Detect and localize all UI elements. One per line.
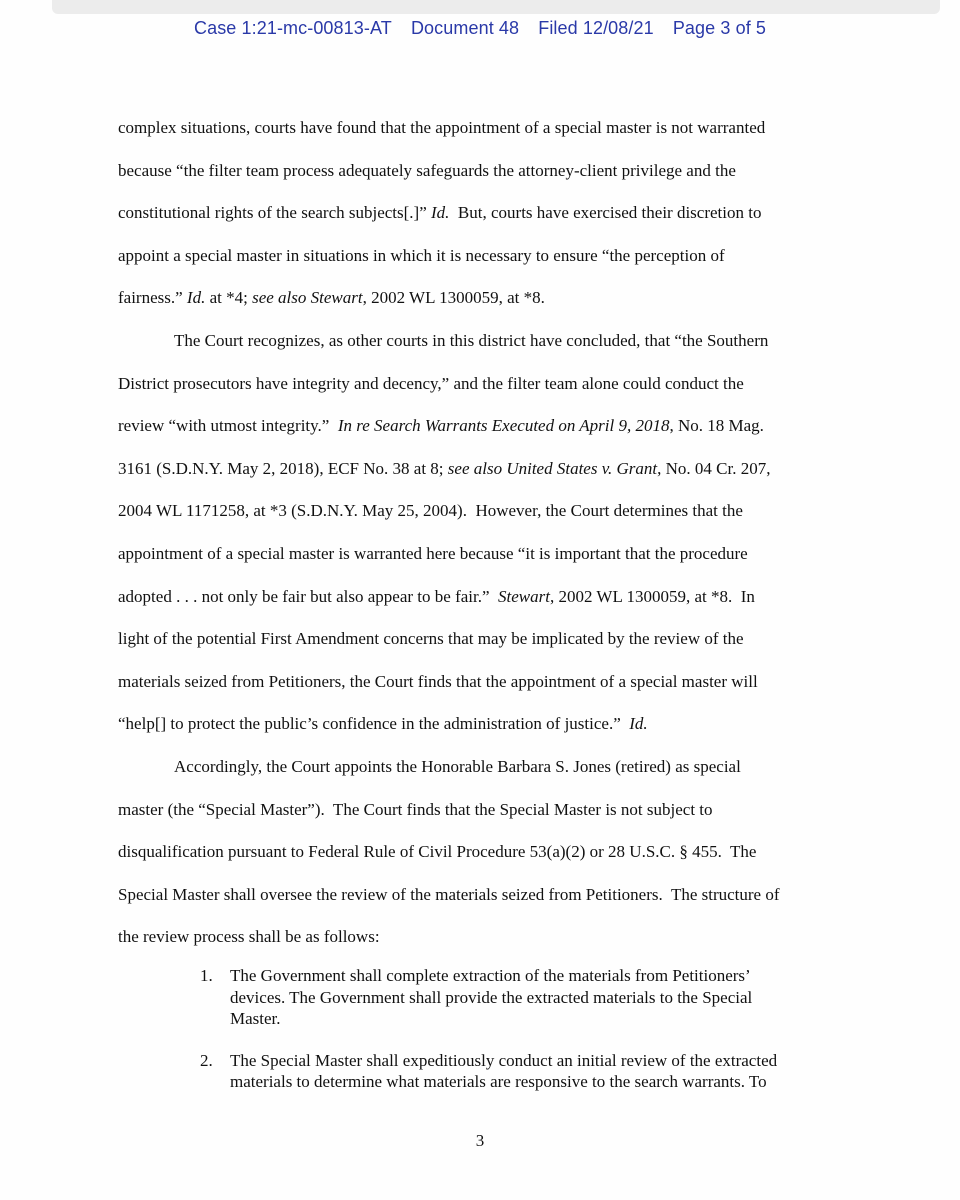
text-line (118, 192, 853, 235)
document-number: Document 48 (410, 18, 520, 38)
text-segment: “help[] to protect the public’s confidence in the administration of justice.” (118, 714, 630, 734)
text-segment: complex situations, courts have found that the appointment of a special master is not warranted (118, 118, 766, 137)
text-segment: at *4; (205, 288, 253, 308)
text-line (118, 405, 853, 448)
text-segment: the review process shall be as follows: (118, 927, 380, 947)
ecf-header (0, 18, 960, 39)
text-segment: materials seized from Petitioners, the Court finds that the appointment of a special master will (118, 671, 758, 691)
text-line: Master. (230, 1009, 281, 1028)
viewer-top-bar (52, 0, 940, 14)
paragraph (118, 320, 853, 746)
text-line: The Government shall complete extraction of the materials from Petitioners’ (230, 966, 751, 985)
text-line: devices. The Government shall provide the extracted materials to the Special (230, 987, 753, 1007)
order-body (118, 107, 853, 959)
text-line (118, 533, 853, 576)
text-segment: disqualification pursuant to Federal Rule of Civil Procedure 53(a)(2) or 28 U.S.C. § 455. The (118, 842, 757, 862)
text-segment: The Court recognizes, as other courts in this district have concluded, that “the Southern (174, 330, 769, 350)
citation-italic: Id. (629, 714, 648, 734)
text-segment: Accordingly, the Court appoints the Honorable Barbara S. Jones (retired) as special (174, 756, 741, 776)
list-item-number: 1. (200, 966, 213, 985)
case-number: Case 1:21-mc-00813-AT (193, 18, 392, 38)
text-line (118, 277, 853, 320)
citation-italic: see also United States v. Grant (447, 458, 658, 478)
text-segment: 3161 (S.D.N.Y. May 2, 2018), ECF No. 38 at 8; (118, 458, 448, 478)
list-item (200, 965, 845, 1030)
text-segment: light of the potential First Amendment concerns that may be implicated by the review of the (118, 629, 744, 649)
text-line (118, 831, 853, 874)
text-line (118, 746, 853, 789)
citation-italic: see also Stewart (252, 288, 363, 308)
citation-italic: Id. (186, 288, 206, 308)
text-line (118, 490, 853, 533)
text-line (118, 363, 853, 406)
text-line (118, 576, 853, 619)
text-segment: 2004 WL 1171258, at *3 (S.D.N.Y. May 25, 2004). However, the Court determines that the (118, 501, 743, 521)
page-number: 3 (475, 1131, 485, 1150)
text-line (118, 789, 853, 832)
text-segment: , No. 18 Mag. (669, 416, 764, 436)
list-item (200, 1050, 845, 1093)
page-indicator: Page 3 of 5 (672, 18, 767, 38)
text-segment: , No. 04 Cr. 207, (657, 458, 771, 478)
text-segment: , 2002 WL 1300059, at *8. (362, 288, 545, 308)
list-item-number: 2. (200, 1050, 213, 1070)
text-line (118, 618, 853, 661)
text-line (118, 107, 853, 150)
text-segment: constitutional rights of the search subjects[.]” (118, 203, 431, 223)
text-segment: But, courts have exercised their discretion to (449, 203, 762, 223)
text-segment: District prosecutors have integrity and decency,” and the filter team alone could conduct the (118, 373, 744, 393)
filed-date: Filed 12/08/21 (538, 18, 654, 38)
text-line: materials to determine what materials are responsive to the search warrants. To (230, 1072, 767, 1091)
paragraph (118, 746, 853, 959)
text-segment: fairness.” (118, 288, 187, 308)
text-line (118, 448, 853, 491)
text-line: The Special Master shall expeditiously conduct an initial review of the extracted (230, 1050, 778, 1070)
paragraph (118, 107, 853, 320)
citation-italic: In re Search Warrants Executed on April 9, 2018 (337, 416, 670, 436)
text-segment: , 2002 WL 1300059, at *8. In (549, 586, 755, 606)
text-segment: master (the “Special Master”). The Court finds that the Special Master is not subject to (118, 799, 713, 819)
citation-italic: Stewart (498, 586, 550, 606)
list-item-text (230, 965, 752, 1030)
list-item-text (230, 1050, 777, 1093)
text-line (118, 235, 853, 278)
text-segment: adopted . . . not only be fair but also appear to be fair.” (118, 586, 499, 606)
text-line (118, 874, 853, 917)
text-segment: Special Master shall oversee the review of the materials seized from Petitioners. The structure of (118, 884, 780, 904)
text-line (118, 661, 853, 704)
review-procedure-list (200, 965, 845, 1113)
citation-italic: Id. (431, 203, 450, 223)
text-segment: because “the filter team process adequately safeguards the attorney-client privilege and the (118, 160, 736, 180)
text-line (118, 916, 853, 959)
text-segment: review “with utmost integrity.” (118, 416, 338, 436)
text-line (118, 703, 853, 746)
text-line (118, 320, 853, 363)
text-line (118, 150, 853, 193)
text-segment: appointment of a special master is warranted here because “it is important that the procedure (118, 543, 748, 563)
text-segment: appoint a special master in situations in which it is necessary to ensure “the perception of (118, 245, 725, 265)
